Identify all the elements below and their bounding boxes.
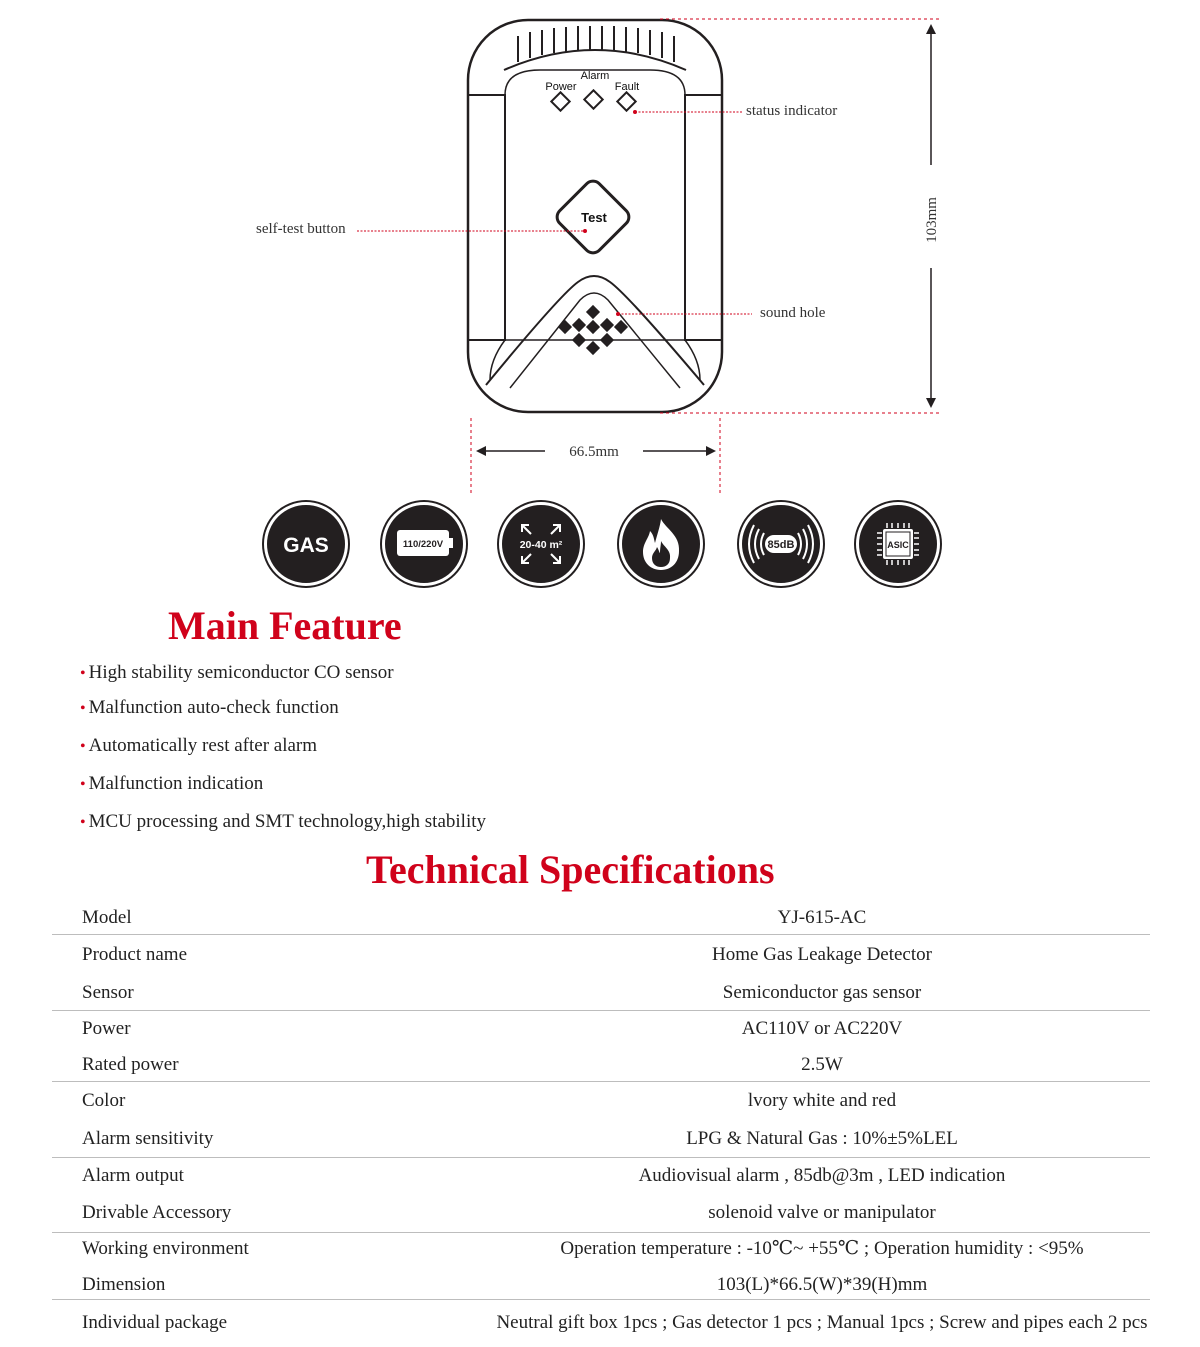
table-row (52, 1158, 1150, 1194)
list-item: • High stability semiconductor CO sensor (80, 662, 394, 683)
width-dimension: 66.5mm (569, 444, 619, 460)
status-indicator-callout: status indicator (746, 103, 838, 119)
spec-label: Color (82, 1090, 126, 1111)
area-icon-text: 20-40 m² (519, 539, 563, 551)
table-row (52, 1047, 1150, 1083)
table-row (52, 900, 1150, 936)
list-item: • Automatically rest after alarm (80, 735, 318, 756)
spec-label: Alarm output (82, 1165, 184, 1186)
spec-value: Semiconductor gas sensor (722, 982, 922, 1003)
spec-value: Home Gas Leakage Detector (712, 944, 932, 965)
asic-chip-icon-text: ASIC (887, 540, 909, 550)
spec-value: 103(L)*66.5(W)*39(H)mm (716, 1274, 928, 1295)
sound-level-icon (739, 502, 823, 586)
spec-label: Rated power (82, 1054, 179, 1075)
specs-table (52, 900, 1150, 1340)
gas-icon-text: GAS (283, 534, 329, 557)
row-divider (52, 1081, 1150, 1082)
area-icon (499, 502, 583, 586)
main-feature-title: Main Feature (168, 603, 402, 648)
spec-label: Drivable Accessory (82, 1202, 232, 1223)
height-dimension: 103mm (924, 197, 940, 243)
spec-value: Operation temperature : -10℃~ +55℃ ; Operation humidity : <95% (560, 1238, 1084, 1259)
spec-label: Working environment (82, 1238, 249, 1259)
spec-label: Model (82, 907, 132, 928)
table-row (52, 937, 1150, 973)
spec-label: Individual package (82, 1312, 228, 1333)
spec-label: Dimension (82, 1274, 166, 1295)
table-row (52, 1083, 1150, 1119)
table-row (52, 1011, 1150, 1047)
spec-value: lvory white and red (747, 1090, 897, 1111)
spec-label: Alarm sensitivity (82, 1128, 214, 1149)
row-divider (52, 1299, 1150, 1300)
list-item: • MCU processing and SMT technology,high stability (80, 811, 487, 832)
feature-text: Automatically rest after alarm (88, 735, 318, 756)
table-row (52, 1267, 1150, 1303)
voltage-icon-text: 110/220V (402, 539, 444, 550)
table-row (52, 975, 1150, 1011)
table-row (52, 1305, 1150, 1341)
spec-label: Product name (82, 944, 188, 965)
list-item: • Malfunction indication (80, 773, 264, 794)
feature-icon-row (262, 502, 942, 586)
spec-value: AC110V or AC220V (741, 1018, 903, 1039)
spec-value: Audiovisual alarm , 85db@3m , LED indication (638, 1165, 1006, 1186)
spec-value: Neutral gift box 1pcs ; Gas detector 1 pcs ; Manual 1pcs ; Screw and pipes each 2 pcs (496, 1312, 1148, 1333)
sound-level-icon-text: 85dB (767, 539, 795, 551)
voltage-icon (382, 502, 466, 586)
test-button-label: Test (581, 210, 607, 225)
gas-icon (264, 502, 348, 586)
feature-text: High stability semiconductor CO sensor (88, 662, 394, 683)
table-row (52, 1121, 1150, 1157)
spec-value: LPG & Natural Gas : 10%±5%LEL (686, 1128, 958, 1149)
fault-led-label: Fault (614, 81, 640, 93)
spec-value: YJ-615-AC (777, 907, 867, 928)
table-row (52, 1231, 1150, 1267)
sound-hole-callout: sound hole (760, 305, 826, 321)
feature-text: MCU processing and SMT technology,high stability (88, 811, 487, 832)
spec-value: 2.5W (801, 1054, 843, 1075)
feature-text: Malfunction auto-check function (88, 697, 339, 718)
list-item: • Malfunction auto-check function (80, 697, 339, 718)
spec-label: Power (82, 1018, 131, 1039)
power-led-label: Power (545, 81, 577, 93)
alarm-led-label: Alarm (580, 70, 610, 82)
tech-specs-title: Technical Specifications (366, 847, 775, 892)
product-diagram (0, 0, 1200, 500)
table-row (52, 1195, 1150, 1231)
row-divider (52, 934, 1150, 935)
flame-icon (619, 502, 703, 586)
asic-chip-icon (856, 502, 940, 586)
self-test-callout: self-test button (256, 221, 346, 237)
spec-value: solenoid valve or manipulator (708, 1202, 936, 1223)
feature-text: Malfunction indication (88, 773, 264, 794)
spec-label: Sensor (82, 982, 134, 1003)
